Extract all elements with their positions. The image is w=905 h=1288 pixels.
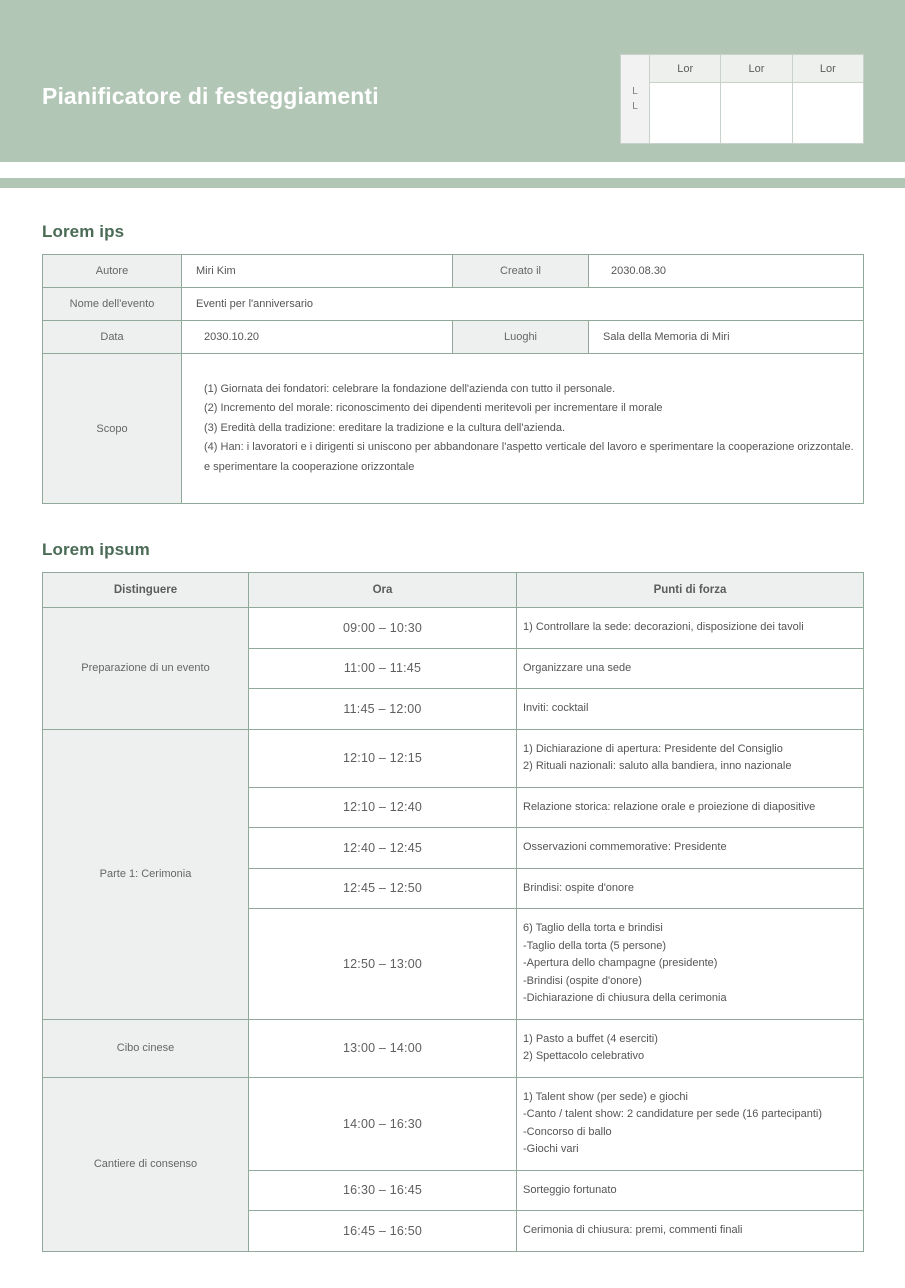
detail-line: 1) Talent show (per sede) e giochi xyxy=(523,1090,688,1103)
row-details xyxy=(517,1170,864,1211)
table-row xyxy=(43,729,864,787)
column-header-distinguere: Distinguere xyxy=(43,573,249,608)
detail-line: -Dichiarazione di chiusura della cerimonia xyxy=(523,992,727,1004)
row-details xyxy=(517,1019,864,1077)
scope-line: (3) Eredità della tradizione: ereditare la tradizione e la cultura dell'azienda. xyxy=(204,421,566,434)
page-title: Pianificatore di festeggiamenti xyxy=(42,83,379,109)
row-details xyxy=(517,828,864,869)
document-header-band xyxy=(0,0,905,162)
created-value: 2030.08.30 xyxy=(589,255,864,288)
column-header-punti: Punti di forza xyxy=(517,573,864,608)
row-time: 11:00 – 11:45 xyxy=(249,648,517,689)
group-label-preparazione: Preparazione di un evento xyxy=(43,608,249,730)
detail-line: Brindisi: ospite d'onore xyxy=(523,881,634,894)
detail-line: Sorteggio fortunato xyxy=(523,1183,617,1196)
page-bottom-spacer xyxy=(42,1252,863,1288)
detail-line: -Apertura dello champagne (presidente) xyxy=(523,957,718,969)
detail-line: -Taglio della torta (5 persone) xyxy=(523,939,667,952)
row-time: 11:45 – 12:00 xyxy=(249,689,517,730)
detail-line: 6) Taglio della torta e brindisi xyxy=(523,922,663,934)
table-row xyxy=(43,608,864,649)
scope-line: (4) Han: i lavoratori e i dirigenti si uniscono per abbandonare l'aspetto verticale del lavoro e sperimentare la cooperazione orizzontale. xyxy=(204,441,854,454)
mini-table-cell-2 xyxy=(721,83,792,144)
group-label-cibo-cinese: Cibo cinese xyxy=(43,1019,249,1077)
detail-line: -Concorso di ballo xyxy=(523,1125,612,1138)
schedule-table xyxy=(42,572,864,1252)
event-name-label: Nome dell'evento xyxy=(43,288,182,321)
author-label: Autore xyxy=(43,255,182,288)
table-row xyxy=(43,354,864,504)
detail-line: -Giochi vari xyxy=(523,1143,579,1155)
event-info-table xyxy=(42,254,864,504)
header-mini-table xyxy=(620,54,864,144)
detail-line: Relazione storica: relazione orale e proiezione di diapositive xyxy=(523,800,816,813)
row-time: 12:10 – 12:40 xyxy=(249,787,517,828)
mini-table xyxy=(620,54,864,144)
row-time: 14:00 – 16:30 xyxy=(249,1077,517,1170)
scope-line: (1) Giornata dei fondatori: celebrare la fondazione dell'azienda con tutto il personale. xyxy=(204,382,616,395)
mini-table-column-3: Lor xyxy=(792,55,863,83)
mini-table-cell-3 xyxy=(792,83,863,144)
header-accent-stripe xyxy=(0,178,905,188)
scope-line: e sperimentare la cooperazione orizzontale xyxy=(204,460,415,473)
table-row xyxy=(43,255,864,288)
mini-table-column-1: Lor xyxy=(650,55,721,83)
row-time: 13:00 – 14:00 xyxy=(249,1019,517,1077)
date-label: Data xyxy=(43,321,182,354)
date-value: 2030.10.20 xyxy=(182,321,453,354)
row-details xyxy=(517,787,864,828)
row-time: 09:00 – 10:30 xyxy=(249,608,517,649)
detail-line: -Brindisi (ospite d'onore) xyxy=(523,974,642,987)
detail-line: Organizzare una sede xyxy=(523,661,632,674)
row-details xyxy=(517,868,864,909)
row-time: 12:40 – 12:45 xyxy=(249,828,517,869)
scope-line: (2) Incremento del morale: riconoscimento dei dipendenti meritevoli per incrementare il morale xyxy=(204,402,663,415)
row-details xyxy=(517,1211,864,1252)
detail-line: 1) Pasto a buffet (4 eserciti) xyxy=(523,1032,658,1045)
row-time: 16:30 – 16:45 xyxy=(249,1170,517,1211)
detail-line: Osservazioni commemorative: Presidente xyxy=(523,841,727,853)
detail-line: 1) Controllare la sede: decorazioni, disposizione dei tavoli xyxy=(523,621,804,633)
mini-table-header-row xyxy=(621,55,864,83)
row-details xyxy=(517,909,864,1020)
author-value: Miri Kim xyxy=(182,255,453,288)
created-label: Creato il xyxy=(453,255,589,288)
row-time: 12:10 – 12:15 xyxy=(249,729,517,787)
detail-line: 1) Dichiarazione di apertura: Presidente del Consiglio xyxy=(523,742,783,755)
header-gap xyxy=(0,162,905,178)
table-row xyxy=(43,288,864,321)
row-time: 12:45 – 12:50 xyxy=(249,868,517,909)
row-details xyxy=(517,729,864,787)
schedule-header-row xyxy=(43,573,864,608)
table-row xyxy=(43,1077,864,1170)
scope-label: Scopo xyxy=(43,354,182,504)
detail-line: Cerimonia di chiusura: premi, commenti finali xyxy=(523,1224,743,1236)
mini-table-corner-cell xyxy=(621,55,650,144)
places-label: Luoghi xyxy=(453,321,589,354)
group-label-cerimonia: Parte 1: Cerimonia xyxy=(43,729,249,1019)
row-details xyxy=(517,648,864,689)
column-header-ora: Ora xyxy=(249,573,517,608)
group-label-cantiere: Cantiere di consenso xyxy=(43,1077,249,1251)
places-value: Sala della Memoria di Miri xyxy=(589,321,864,354)
scope-value xyxy=(182,354,864,504)
detail-line: 2) Spettacolo celebrativo xyxy=(523,1050,645,1062)
mini-table-corner-line-2: L xyxy=(632,101,638,112)
section-title-info: Lorem ips xyxy=(42,222,125,241)
row-time: 12:50 – 13:00 xyxy=(249,909,517,1020)
detail-line: 2) Rituali nazionali: saluto alla bandiera, inno nazionale xyxy=(523,760,792,772)
document-body xyxy=(0,188,905,1288)
row-time: 16:45 – 16:50 xyxy=(249,1211,517,1252)
detail-line: -Canto / talent show: 2 candidature per sede (16 partecipanti) xyxy=(523,1108,823,1120)
section-title-schedule: Lorem ipsum xyxy=(42,540,150,559)
mini-table-column-2: Lor xyxy=(721,55,792,83)
detail-line: Inviti: cocktail xyxy=(523,702,589,714)
table-row xyxy=(43,321,864,354)
event-name-value: Eventi per l'anniversario xyxy=(182,288,864,321)
row-details xyxy=(517,689,864,730)
mini-table-cell-1 xyxy=(650,83,721,144)
mini-table-corner-line-1: L xyxy=(632,86,638,97)
table-row xyxy=(43,1019,864,1077)
row-details xyxy=(517,1077,864,1170)
row-details xyxy=(517,608,864,649)
mini-table-body-row xyxy=(621,83,864,144)
